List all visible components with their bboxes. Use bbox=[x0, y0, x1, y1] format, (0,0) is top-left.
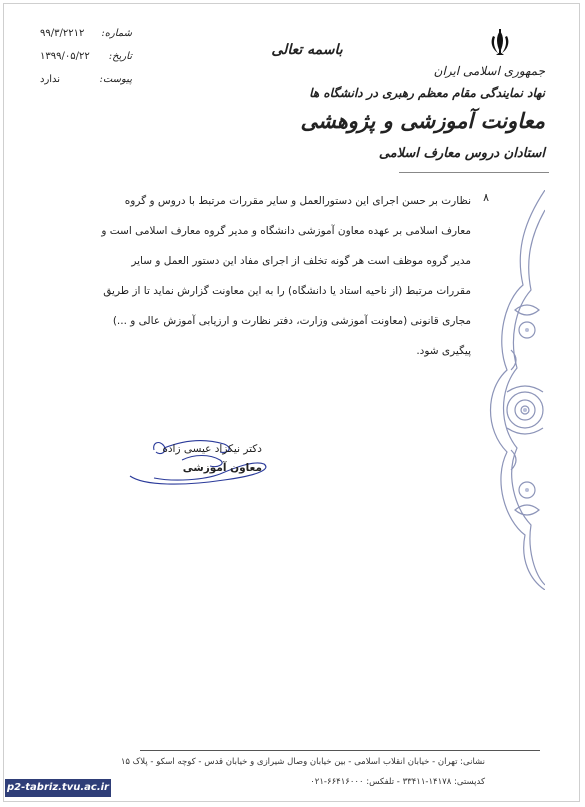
bismillah-heading: باسمه تعالی bbox=[271, 42, 343, 58]
letter-attachment-value: ندارد bbox=[40, 74, 61, 85]
item-number: ۸ bbox=[483, 191, 489, 204]
website-watermark: p2-tabriz.tvu.ac.ir bbox=[5, 779, 111, 797]
footer-address: نشانی: تهران - خیابان انقلاب اسلامی - بین خیابان وصال شیرازی و خیابان قدس - کوچه اسکو - پلاک ۱۵ bbox=[120, 757, 485, 767]
header-divider bbox=[399, 172, 549, 173]
org-representative: نهاد نمایندگی مقام معظم رهبری در دانشگاه ها bbox=[309, 86, 545, 100]
footer-contact: کدپستی: ۱۴۱۷۸-۳۳۴۱۱ - تلفکس: ۶۶۴۱۶۰۰۰-۰۲۱ bbox=[310, 777, 485, 787]
signer-name: دکتر نیکزاد عیسی زاده bbox=[162, 443, 262, 455]
decorative-ornament-icon bbox=[465, 190, 545, 590]
letter-attachment-label: پیوست: bbox=[99, 74, 132, 85]
handwritten-signature bbox=[124, 430, 274, 490]
org-department: معاونت آموزشی و پژوهشی bbox=[300, 108, 545, 133]
letter-number bbox=[40, 28, 132, 44]
letter-date-value: ۱۳۹۹/۰۵/۲۲ bbox=[40, 51, 90, 62]
body-paragraph: نظارت بر حسن اجرای این دستورالعمل و سایر مقررات مرتبط با دروس و گروه معارف اسلامی بر عهده معاون آموزشی دانشگاه و مدیر گروه معارف اسلامی است و مدیر گروه موظف است هر گونه تخلف از اجرای مفاد این دستور العمل و سایر مقررات مرتبط (از ناحیه استاد یا دانشگاه) را به این معاونت گزارش نماید تا از طریق مجاری قانونی (معاونت آموزشی وزارت، دفتر نظارت و ارزیابی آموزش عالی و ...) پیگیری شود. bbox=[101, 195, 471, 357]
letter-number-value: ۹۹/۳/۲۲۱۲ bbox=[40, 28, 85, 39]
footer-divider bbox=[140, 750, 540, 751]
letter-number-label: شماره: bbox=[101, 28, 132, 39]
org-country: جمهوری اسلامی ایران bbox=[433, 64, 545, 78]
signer-title: معاون آموزشی bbox=[182, 462, 262, 474]
org-unit: استادان دروس معارف اسلامی bbox=[378, 146, 545, 161]
letter-date bbox=[40, 51, 132, 67]
iran-emblem-icon bbox=[485, 28, 515, 58]
letter-date-label: تاریخ: bbox=[108, 51, 132, 62]
letter-attachment bbox=[40, 74, 132, 90]
